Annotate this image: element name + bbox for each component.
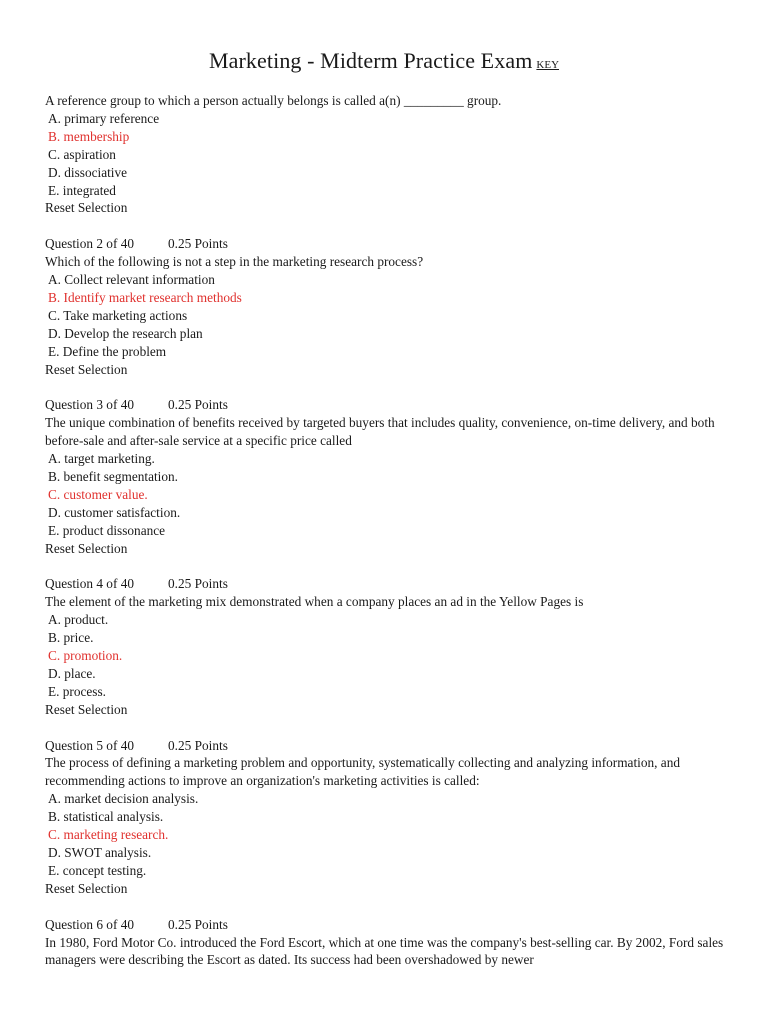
question-meta (45, 916, 735, 934)
answer-option[interactable]: E. Define the problem (48, 343, 167, 359)
question-meta (45, 235, 735, 253)
answer-option[interactable]: D. SWOT analysis. (48, 845, 152, 860)
question-points: 0.25 Points (168, 576, 228, 592)
answer-option[interactable]: A. primary reference (48, 110, 160, 126)
answer-option[interactable]: D. Develop the research plan (48, 325, 203, 341)
question-points: 0.25 Points (168, 916, 228, 932)
question-meta (45, 575, 735, 593)
answer-option[interactable]: A. product. (48, 612, 109, 628)
answer-option[interactable]: B. statistical analysis. (48, 809, 164, 825)
question-number: Question 5 of 40 (45, 737, 135, 753)
question-prompt: The element of the marketing mix demonstrated when a company places an ad in the Yellow Pages is (45, 594, 584, 610)
answer-option[interactable]: E. integrated (48, 182, 116, 198)
answer-option[interactable]: C. aspiration (48, 146, 116, 162)
answer-option-correct[interactable]: B. Identify market research methods (48, 289, 242, 305)
question-prompt: A reference group to which a person actually belongs is called a(n) _________ group. (45, 93, 502, 108)
answer-option[interactable]: A. Collect relevant information (48, 272, 215, 288)
question-number: Question 6 of 40 (45, 916, 135, 932)
question-block (45, 235, 735, 378)
question-prompt: In 1980, Ford Motor Co. introduced the Ford Escort, which at one time was the company's best-selling car. By 2002, Ford sales managers were describing the Escort as dated. Its success had been overshadowed by newer (45, 934, 724, 968)
question-number: Question 3 of 40 (45, 397, 135, 413)
answer-option[interactable]: A. target marketing. (48, 451, 155, 467)
reset-selection-link[interactable]: Reset Selection (45, 701, 128, 717)
question-block (45, 92, 735, 217)
question-points: 0.25 Points (168, 737, 228, 753)
answer-option[interactable]: D. dissociative (48, 164, 128, 180)
question-list (45, 92, 735, 987)
reset-selection-link[interactable]: Reset Selection (45, 200, 128, 216)
question-number: Question 4 of 40 (45, 576, 135, 592)
answer-option[interactable]: E. process. (48, 683, 106, 699)
answer-option-correct[interactable]: B. membership (48, 128, 130, 144)
question-meta (45, 396, 735, 414)
question-block (45, 737, 735, 898)
answer-option[interactable]: D. place. (48, 665, 96, 681)
answer-option[interactable]: C. Take marketing actions (48, 307, 188, 323)
question-points: 0.25 Points (168, 236, 228, 252)
question-number: Question 2 of 40 (45, 236, 135, 252)
question-prompt: The process of defining a marketing problem and opportunity, systematically collecting and analyzing information, and recommending actions to improve an organization's marketing activities is called: (45, 755, 680, 789)
answer-option-correct[interactable]: C. marketing research. (48, 827, 169, 843)
reset-selection-link[interactable]: Reset Selection (45, 880, 128, 896)
reset-selection-link[interactable]: Reset Selection (45, 540, 128, 556)
answer-option[interactable]: A. market decision analysis. (48, 791, 199, 807)
answer-option[interactable]: B. price. (48, 630, 94, 646)
question-block (45, 916, 735, 970)
answer-option[interactable]: E. concept testing. (48, 862, 147, 878)
question-prompt: Which of the following is not a step in the marketing research process? (45, 254, 424, 270)
question-prompt: The unique combination of benefits received by targeted buyers that includes quality, convenience, on-time delivery, and both before-sale and after-sale service at a specific price called (45, 415, 715, 449)
question-block (45, 396, 735, 557)
answer-option[interactable]: D. customer satisfaction. (48, 504, 181, 520)
answer-option[interactable]: E. product dissonance (48, 522, 166, 538)
answer-option[interactable]: B. benefit segmentation. (48, 469, 178, 484)
question-meta (45, 737, 735, 755)
page-title: Marketing - Midterm Practice Exam (208, 48, 533, 73)
question-block (45, 575, 735, 718)
reset-selection-link[interactable]: Reset Selection (45, 361, 128, 377)
answer-key-label: KEY (536, 59, 560, 71)
answer-option-correct[interactable]: C. promotion. (48, 648, 123, 664)
title-row (0, 48, 768, 74)
question-points: 0.25 Points (168, 397, 228, 413)
answer-option-correct[interactable]: C. customer value. (48, 486, 148, 502)
